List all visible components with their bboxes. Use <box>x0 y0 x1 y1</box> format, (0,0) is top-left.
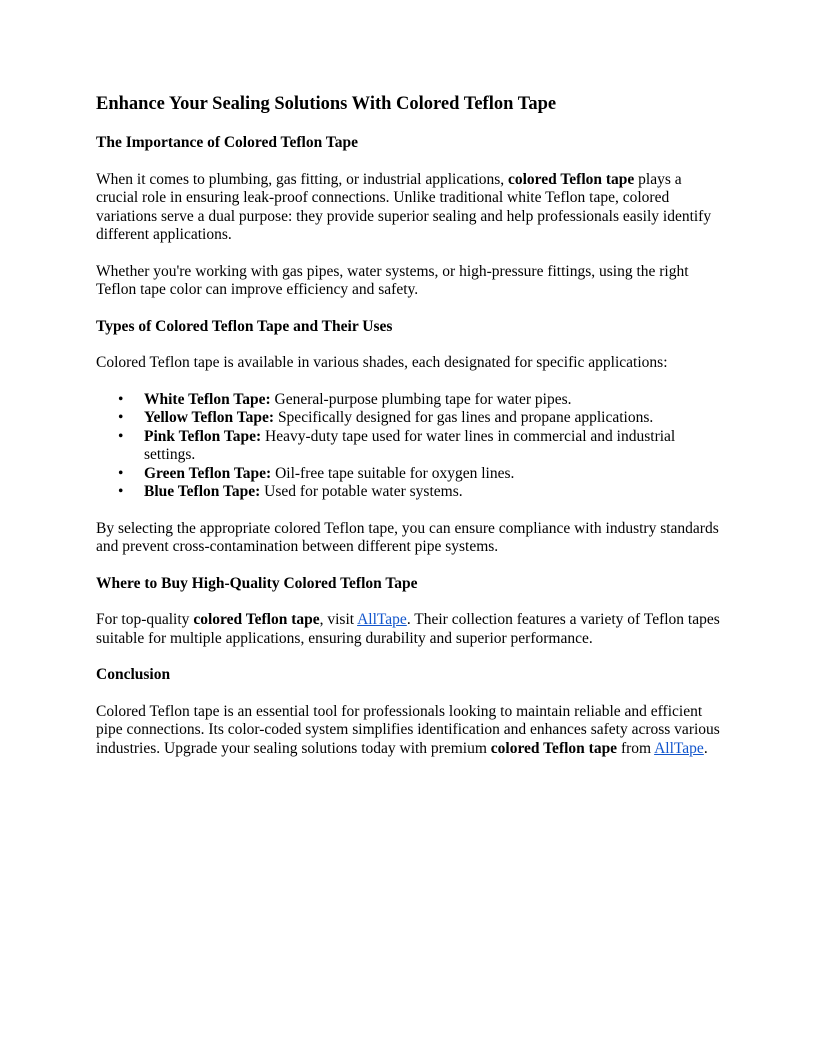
list-item-label: White Teflon Tape: <box>144 390 271 408</box>
list-item-text: Oil-free tape suitable for oxygen lines. <box>271 464 515 482</box>
list-item-label: Pink Teflon Tape: <box>144 427 262 445</box>
bold-term: colored Teflon tape <box>490 739 618 757</box>
tape-types-list <box>96 391 720 502</box>
document-page <box>96 92 720 776</box>
bullet: • <box>118 427 124 445</box>
heading-conclusion: Conclusion <box>96 666 171 683</box>
heading-types: Types of Colored Teflon Tape and Their Uses <box>96 317 393 335</box>
list-item-text: Used for potable water systems. <box>260 483 463 500</box>
text-run: Colored Teflon tape is an essential tool for professionals looking to maintain reliable and efficient pipe connections. Its color-coded system simplifies identification and enhances safety across various industries. Upgrade your sealing solutions today with premium <box>96 702 720 757</box>
alltape-link[interactable]: AllTape <box>654 739 704 757</box>
text-run: , visit <box>319 611 358 628</box>
list-item-text: Heavy-duty tape used for water lines in commercial and industrial settings. <box>144 427 676 463</box>
list-item-text: Specifically designed for gas lines and propane applications. <box>274 409 654 426</box>
list-item <box>118 483 720 502</box>
document-title: Enhance Your Sealing Solutions With Colored Teflon Tape <box>96 94 557 114</box>
list-item <box>118 464 720 484</box>
paragraph-importance-1 <box>96 171 720 245</box>
heading-importance: The Importance of Colored Teflon Tape <box>96 134 358 151</box>
list-item-label: Yellow Teflon Tape: <box>144 409 275 426</box>
list-item <box>118 409 720 428</box>
paragraph-importance-2: Whether you're working with gas pipes, water systems, or high-pressure fittings, using the right Teflon tape color can improve efficiency and safety. <box>96 262 689 298</box>
bullet: • <box>118 464 124 482</box>
list-item <box>118 427 720 465</box>
text-run: . <box>703 739 708 757</box>
list-item-text: General-purpose plumbing tape for water pipes. <box>270 390 572 408</box>
list-item-label: Green Teflon Tape: <box>144 464 272 482</box>
text-run: When it comes to plumbing, gas fitting, or industrial applications, <box>96 170 508 188</box>
text-run: plays a crucial role in ensuring leak-proof connections. Unlike traditional white Teflon tape, colored variations serve a dual purpose: they provide superior sealing and help professionals easily identify different applications. <box>96 170 712 243</box>
bold-term: colored Teflon tape <box>507 170 635 188</box>
bold-term: colored Teflon tape <box>193 611 320 628</box>
alltape-link[interactable]: AllTape <box>357 611 407 628</box>
list-item-label: Blue Teflon Tape: <box>144 483 261 500</box>
text-run: from <box>617 739 655 757</box>
paragraph-conclusion <box>96 703 720 759</box>
heading-buy: Where to Buy High-Quality Colored Teflon Tape <box>96 574 418 592</box>
bullet: • <box>118 409 124 426</box>
bullet: • <box>118 483 124 500</box>
text-run: . Their collection features a variety of Teflon tapes suitable for multiple applications, ensuring durability and superior performance. <box>96 611 720 647</box>
text-run: For top-quality <box>96 611 194 628</box>
paragraph-types-outro: By selecting the appropriate colored Teflon tape, you can ensure compliance with industry standards and prevent cross-contamination between different pipe systems. <box>96 519 719 555</box>
list-item <box>118 390 720 410</box>
bullet: • <box>118 390 124 408</box>
paragraph-buy <box>96 611 720 648</box>
paragraph-types-intro: Colored Teflon tape is available in various shades, each designated for specific applications: <box>96 354 668 371</box>
